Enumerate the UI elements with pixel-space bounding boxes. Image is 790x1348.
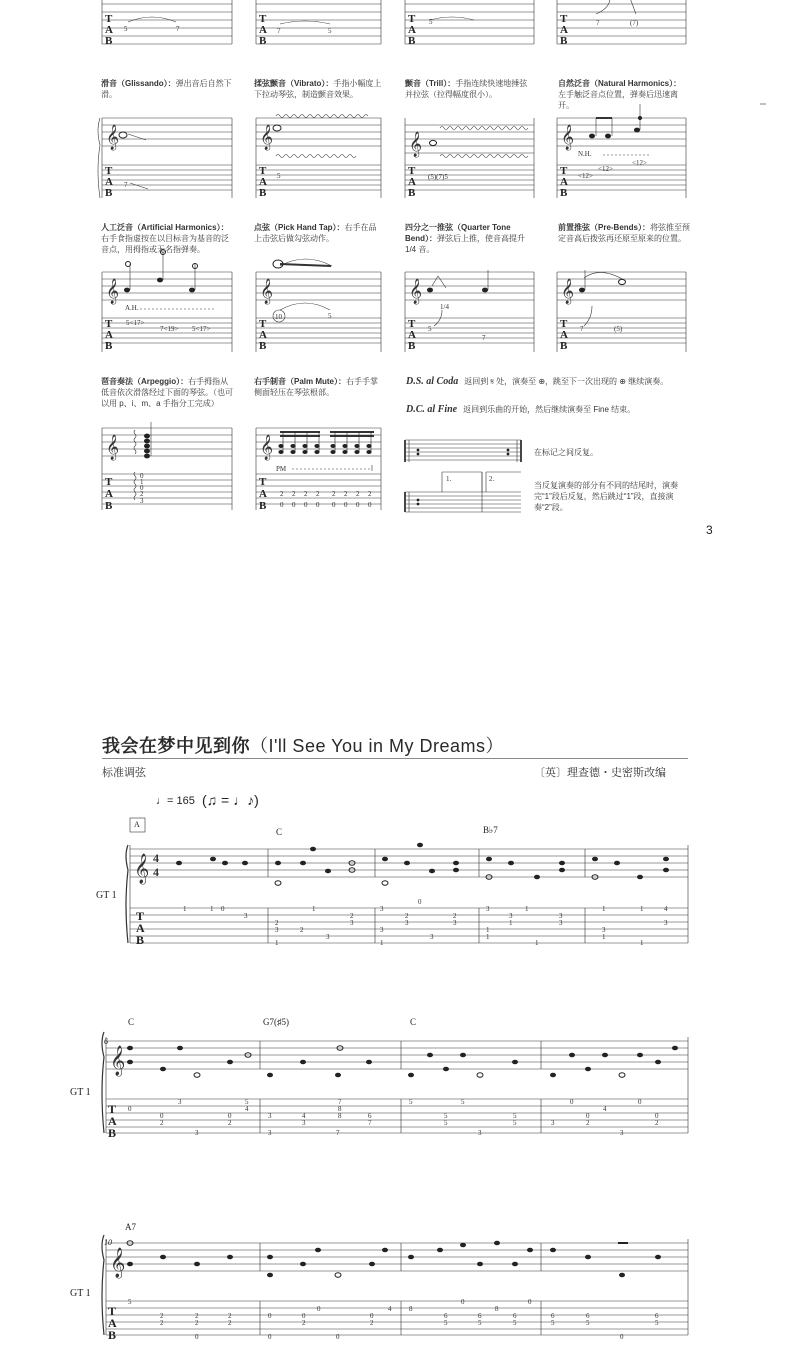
svg-text:2: 2 xyxy=(300,926,304,934)
svg-text:0: 0 xyxy=(292,501,296,509)
technique-desc: 右手在品上击弦后做勾弦动作。 xyxy=(254,223,377,243)
technique-name: 四分之一推弦（Quarter Tone Bend）： xyxy=(405,223,511,243)
svg-text:T: T xyxy=(408,318,416,330)
svg-text:0: 0 xyxy=(160,1112,164,1120)
svg-text:3: 3 xyxy=(509,912,513,920)
svg-text:1: 1 xyxy=(210,905,214,913)
svg-text:1: 1 xyxy=(525,905,529,913)
arranger: 〔英〕理查德・史密斯改编 xyxy=(534,767,666,779)
ds-al-coda xyxy=(406,376,696,387)
svg-text:3: 3 xyxy=(275,926,279,934)
svg-text:A: A xyxy=(560,24,568,36)
chord-symbol: G7(♯5) xyxy=(263,1017,289,1027)
technique-name: 前置推弦（Pre-Bends）： xyxy=(558,223,651,232)
technique-desc: 手指小幅度上下拉动琴弦，制造颤音效果。 xyxy=(254,79,382,99)
svg-text:5: 5 xyxy=(328,27,332,35)
svg-text:A: A xyxy=(105,329,113,341)
svg-text:B: B xyxy=(259,187,267,199)
svg-text:3: 3 xyxy=(551,1119,555,1127)
svg-text:0: 0 xyxy=(356,501,360,509)
svg-text:PM: PM xyxy=(276,465,287,473)
svg-text:3: 3 xyxy=(178,1098,182,1106)
svg-text:2: 2 xyxy=(280,490,284,498)
svg-text:0: 0 xyxy=(638,1098,642,1106)
tuning: 标准调弦 xyxy=(102,767,146,779)
svg-text:0: 0 xyxy=(586,1112,590,1120)
svg-text:0: 0 xyxy=(268,1333,272,1341)
svg-text:T: T xyxy=(259,165,267,177)
repeat-desc: 在标记之间反复。 xyxy=(534,448,598,457)
svg-text:6: 6 xyxy=(368,1112,372,1120)
svg-text:0: 0 xyxy=(461,1298,465,1306)
svg-text:T: T xyxy=(105,476,113,488)
svg-text:4: 4 xyxy=(302,1112,306,1120)
svg-text:2: 2 xyxy=(228,1312,232,1320)
svg-text:6: 6 xyxy=(586,1312,590,1320)
technique-desc: 将弦推至预定音高后拨弦再还原至原来的位置。 xyxy=(558,223,691,243)
svg-text:B: B xyxy=(108,1126,117,1140)
svg-text:1: 1 xyxy=(602,905,606,913)
svg-text:4: 4 xyxy=(664,905,668,913)
technique-name: 点弦（Pick Hand Tap）： xyxy=(254,223,345,232)
svg-text:4: 4 xyxy=(603,1105,607,1113)
svg-text:2: 2 xyxy=(332,490,336,498)
svg-text:0: 0 xyxy=(368,501,372,509)
svg-text:4: 4 xyxy=(245,1105,249,1113)
svg-text:2: 2 xyxy=(275,919,279,927)
svg-text:7: 7 xyxy=(176,25,180,33)
treble-clef-icon: 𝄞 xyxy=(260,434,274,459)
svg-text:5: 5 xyxy=(444,1119,448,1127)
svg-text:1: 1 xyxy=(312,905,316,913)
svg-text:A: A xyxy=(108,1114,117,1128)
svg-text:2: 2 xyxy=(140,490,144,498)
svg-text:7: 7 xyxy=(580,325,584,333)
svg-text:5: 5 xyxy=(428,325,432,333)
svg-text:A: A xyxy=(259,24,267,36)
technique-name: 滑音（Glissando）： xyxy=(101,79,176,88)
technique-arpeggio xyxy=(101,376,233,409)
svg-text:A: A xyxy=(136,921,145,935)
svg-text:0: 0 xyxy=(221,905,225,913)
svg-text:A.H.: A.H. xyxy=(125,304,139,312)
svg-text:3: 3 xyxy=(405,919,409,927)
svg-text:5: 5 xyxy=(444,1112,448,1120)
svg-text:2: 2 xyxy=(405,912,409,920)
technique-quarter-tone-bend xyxy=(405,222,537,255)
svg-text:7: 7 xyxy=(482,334,486,342)
svg-text:B: B xyxy=(105,340,113,352)
svg-text:0: 0 xyxy=(140,484,144,492)
svg-text:2: 2 xyxy=(370,1319,374,1327)
svg-text:5: 5 xyxy=(124,25,128,33)
svg-text:T: T xyxy=(259,13,267,25)
pm-fret-row-top xyxy=(280,490,372,498)
svg-text:T: T xyxy=(108,1304,117,1318)
score-tab-frets xyxy=(0,815,790,1348)
technique-name: 揉弦颤音（Vibrato）： xyxy=(254,79,334,88)
svg-text:7: 7 xyxy=(124,181,128,189)
svg-text:5<17>: 5<17> xyxy=(126,319,145,327)
ds-label: D.S. al Coda xyxy=(406,376,459,387)
svg-text:7<19>: 7<19> xyxy=(160,325,179,333)
svg-text:3: 3 xyxy=(430,933,434,941)
svg-text:3: 3 xyxy=(140,497,144,505)
treble-clef-icon: 𝄞 xyxy=(409,278,423,303)
svg-text:1: 1 xyxy=(486,933,490,941)
svg-text:0: 0 xyxy=(332,501,336,509)
dc-label: D.C. al Fine xyxy=(406,404,458,415)
svg-text:0: 0 xyxy=(228,1112,232,1120)
svg-text:2: 2 xyxy=(160,1312,164,1320)
svg-text:7: 7 xyxy=(338,1098,342,1106)
svg-text:5: 5 xyxy=(128,1298,132,1306)
svg-text:8: 8 xyxy=(409,1305,413,1313)
svg-text:0: 0 xyxy=(370,1312,374,1320)
svg-text:3: 3 xyxy=(195,1129,199,1137)
svg-text:A: A xyxy=(259,488,267,500)
svg-text:3: 3 xyxy=(380,905,384,913)
svg-text:B: B xyxy=(259,500,267,512)
svg-text:0: 0 xyxy=(195,1333,199,1341)
technique-name: 颤音（Trill）： xyxy=(405,79,456,88)
svg-text:T: T xyxy=(560,165,568,177)
svg-text:<12>: <12> xyxy=(578,172,593,180)
svg-text:0: 0 xyxy=(302,1312,306,1320)
svg-text:3: 3 xyxy=(486,905,490,913)
svg-text:3: 3 xyxy=(559,912,563,920)
svg-text:2: 2 xyxy=(316,490,320,498)
svg-text:B: B xyxy=(108,1328,117,1342)
svg-text:T: T xyxy=(105,318,113,330)
technique-palm-mute xyxy=(254,376,384,398)
svg-text:8: 8 xyxy=(495,1305,499,1313)
svg-text:2: 2 xyxy=(302,1319,306,1327)
svg-text:3: 3 xyxy=(620,1129,624,1137)
svg-text:6: 6 xyxy=(551,1312,555,1320)
svg-text:B: B xyxy=(560,35,568,47)
track-label: GT 1 xyxy=(70,1087,91,1098)
svg-text:T: T xyxy=(408,165,416,177)
dc-al-fine xyxy=(406,404,696,415)
svg-text:B: B xyxy=(105,500,113,512)
svg-text:(7): (7) xyxy=(630,19,639,27)
treble-clef-icon: 𝄞 xyxy=(106,124,120,149)
svg-text:5: 5 xyxy=(513,1319,517,1327)
ending-desc: 当反复演奏的部分有不同的结尾时，演奏完“1”段后反复，然后跳过“1”段，直接演奏“2”段。 xyxy=(534,481,678,512)
svg-text:5: 5 xyxy=(586,1319,590,1327)
technique-desc: 左手触泛音点位置，弹奏后迅速离开。 xyxy=(558,90,678,110)
svg-text:0: 0 xyxy=(336,1333,340,1341)
svg-text:1: 1 xyxy=(509,919,513,927)
chord-symbol: B♭7 xyxy=(483,825,498,835)
svg-text:(5)(7)5: (5)(7)5 xyxy=(428,173,448,181)
svg-text:6: 6 xyxy=(655,1312,659,1320)
svg-text:2: 2 xyxy=(228,1319,232,1327)
row1-staves xyxy=(98,104,686,198)
svg-text:5: 5 xyxy=(277,172,281,180)
svg-text:<12>: <12> xyxy=(598,165,613,173)
treble-clef-icon: 𝄞 xyxy=(110,1046,126,1075)
technique-pre-bends xyxy=(558,222,690,244)
svg-text:5<17>: 5<17> xyxy=(192,325,211,333)
song-title-subtitle: （I'll See You in My Dreams） xyxy=(250,736,505,756)
svg-text:5: 5 xyxy=(655,1319,659,1327)
svg-text:0: 0 xyxy=(140,472,144,480)
svg-text:3: 3 xyxy=(268,1129,272,1137)
svg-text:6: 6 xyxy=(513,1312,517,1320)
rehearsal-mark: A xyxy=(134,820,140,829)
svg-text:B: B xyxy=(259,35,267,47)
svg-text:5: 5 xyxy=(429,18,433,26)
svg-text:T: T xyxy=(259,476,267,488)
page-number: 3 xyxy=(706,523,713,537)
svg-text:3: 3 xyxy=(453,919,457,927)
svg-text:1/4: 1/4 xyxy=(440,303,449,311)
svg-text:6: 6 xyxy=(444,1312,448,1320)
song-title-main: 我会在梦中见到你 xyxy=(102,736,250,756)
svg-text:2: 2 xyxy=(453,912,457,920)
svg-text:T: T xyxy=(560,13,568,25)
svg-text:T: T xyxy=(105,165,113,177)
svg-text:(5): (5) xyxy=(614,325,623,333)
technique-name: 琶音奏法（Arpeggio）： xyxy=(101,377,189,386)
chord-symbol: C xyxy=(128,1017,135,1027)
technique-name: 右手制音（Palm Mute）： xyxy=(254,377,347,386)
title-rule xyxy=(102,758,688,759)
svg-text:2: 2 xyxy=(344,490,348,498)
svg-text:A: A xyxy=(105,176,113,188)
svg-text:B: B xyxy=(560,340,568,352)
svg-text:0: 0 xyxy=(317,1305,321,1313)
svg-text:7: 7 xyxy=(596,19,600,27)
svg-text:4: 4 xyxy=(153,851,159,865)
svg-text:1: 1 xyxy=(486,926,490,934)
svg-text:7: 7 xyxy=(368,1119,372,1127)
chord-symbol: C xyxy=(276,827,283,837)
tempo-marking: ♩= 165 xyxy=(156,795,195,807)
svg-text:A: A xyxy=(408,24,416,36)
treble-clef-icon: 𝄞 xyxy=(106,278,120,303)
svg-text:1: 1 xyxy=(640,939,644,947)
svg-text:10: 10 xyxy=(275,313,282,321)
svg-text:2: 2 xyxy=(228,1119,232,1127)
svg-text:3: 3 xyxy=(302,1119,306,1127)
song-title xyxy=(102,732,504,758)
svg-text:2: 2 xyxy=(368,490,372,498)
svg-text:1: 1 xyxy=(183,905,187,913)
svg-text:0: 0 xyxy=(620,1333,624,1341)
technique-desc: 弹弦后上推，使音高提升 1/4 音。 xyxy=(405,234,525,254)
svg-text:2: 2 xyxy=(160,1119,164,1127)
svg-text:4: 4 xyxy=(388,1305,392,1313)
svg-text:B: B xyxy=(408,35,416,47)
svg-text:2: 2 xyxy=(350,912,354,920)
svg-text:1: 1 xyxy=(602,933,606,941)
svg-text:5: 5 xyxy=(551,1319,555,1327)
svg-text:0: 0 xyxy=(280,501,284,509)
svg-text:5: 5 xyxy=(444,1319,448,1327)
svg-text:2: 2 xyxy=(304,490,308,498)
svg-text:A: A xyxy=(259,176,267,188)
svg-text:2: 2 xyxy=(160,1319,164,1327)
svg-text:B: B xyxy=(259,340,267,352)
technique-natural-harmonics xyxy=(558,78,688,111)
svg-text:2: 2 xyxy=(195,1312,199,1320)
svg-text:2.: 2. xyxy=(489,475,495,483)
svg-text:A: A xyxy=(259,329,267,341)
svg-text:0: 0 xyxy=(418,898,422,906)
swing-feel-icon: (♫ = ♩♪) xyxy=(202,792,259,808)
svg-text:5: 5 xyxy=(478,1319,482,1327)
svg-text:<12>: <12> xyxy=(632,159,647,167)
svg-text:0: 0 xyxy=(570,1098,574,1106)
row2-staves xyxy=(102,250,686,352)
svg-text:A: A xyxy=(408,176,416,188)
svg-text:T: T xyxy=(408,13,416,25)
technique-name: 自然泛音（Natural Harmonics）： xyxy=(558,79,682,88)
svg-text:3: 3 xyxy=(350,919,354,927)
svg-text:B: B xyxy=(105,35,113,47)
svg-text:0: 0 xyxy=(304,501,308,509)
svg-text:2: 2 xyxy=(195,1319,199,1327)
svg-text:1.: 1. xyxy=(446,475,452,483)
svg-text:B: B xyxy=(408,187,416,199)
svg-text:B: B xyxy=(105,187,113,199)
svg-text:A: A xyxy=(105,24,113,36)
svg-text:6: 6 xyxy=(478,1312,482,1320)
svg-text:5: 5 xyxy=(513,1119,517,1127)
track-label: GT 1 xyxy=(96,890,117,901)
svg-text:5: 5 xyxy=(328,312,332,320)
svg-text:5: 5 xyxy=(245,1098,249,1106)
svg-text:4: 4 xyxy=(153,865,159,879)
svg-text:3: 3 xyxy=(244,912,248,920)
technique-pick-hand-tap xyxy=(254,222,384,244)
ds-desc: 返回到 𝄋 处，演奏至 ⊕，跳至下一次出现的 ⊕ 继续演奏。 xyxy=(464,377,669,386)
svg-text:8: 8 xyxy=(338,1105,342,1113)
treble-clef-icon: 𝄞 xyxy=(409,131,423,156)
svg-text:0: 0 xyxy=(128,1105,132,1113)
treble-clef-icon: 𝄞 xyxy=(134,854,150,883)
svg-text:1: 1 xyxy=(640,905,644,913)
svg-text:0: 0 xyxy=(655,1112,659,1120)
svg-text:5: 5 xyxy=(513,1112,517,1120)
svg-text:A: A xyxy=(105,488,113,500)
treble-clef-icon: 𝄞 xyxy=(260,124,274,149)
technique-artificial-harmonics xyxy=(101,222,233,255)
svg-text:1: 1 xyxy=(380,939,384,947)
svg-text:B: B xyxy=(408,340,416,352)
svg-text:5: 5 xyxy=(409,1098,413,1106)
technique-desc: 手指连续快速地捶弦并拉弦（拉得幅度很小）。 xyxy=(405,79,528,99)
treble-clef-icon: 𝄞 xyxy=(106,434,120,459)
technique-desc: 右手拇指从低音依次滑落经过下面的琴弦。（也可以用 p、i、m、a 手指分工完成） xyxy=(101,377,233,408)
svg-text:8: 8 xyxy=(338,1112,342,1120)
svg-text:3: 3 xyxy=(326,933,330,941)
technique-desc: 弹出音后自然下滑。 xyxy=(101,79,232,99)
treble-clef-icon: 𝄞 xyxy=(110,1248,126,1277)
measure-number: 10 xyxy=(104,1238,112,1247)
chord-symbol: C xyxy=(410,1017,417,1027)
treble-clef-icon: 𝄞 xyxy=(260,278,274,303)
technique-vibrato xyxy=(254,78,384,100)
svg-text:7: 7 xyxy=(277,27,281,35)
svg-text:2: 2 xyxy=(586,1119,590,1127)
dc-desc: 返回到乐曲的开始，然后继续演奏至 Fine 结束。 xyxy=(463,405,636,414)
svg-text:0: 0 xyxy=(528,1298,532,1306)
svg-text:3: 3 xyxy=(559,919,563,927)
svg-text:3: 3 xyxy=(478,1129,482,1137)
svg-text:0: 0 xyxy=(316,501,320,509)
chord-symbol: A7 xyxy=(125,1222,136,1232)
svg-text:3: 3 xyxy=(268,1112,272,1120)
treble-clef-icon: 𝄞 xyxy=(561,124,575,149)
svg-text:B: B xyxy=(560,187,568,199)
svg-text:7: 7 xyxy=(336,1129,340,1137)
svg-text:B: B xyxy=(136,933,145,947)
svg-text:0: 0 xyxy=(268,1312,272,1320)
svg-text:A: A xyxy=(408,329,416,341)
svg-text:A: A xyxy=(560,176,568,188)
row3-staves xyxy=(102,422,521,512)
svg-text:3: 3 xyxy=(602,926,606,934)
svg-text:T: T xyxy=(560,318,568,330)
measure-number: 6 xyxy=(104,1037,108,1046)
svg-text:N.H.: N.H. xyxy=(578,150,592,158)
svg-text:T: T xyxy=(259,318,267,330)
technique-name: 人工泛音（Artificial Harmonics）： xyxy=(101,223,229,232)
svg-text:A: A xyxy=(108,1316,117,1330)
technique-glissando xyxy=(101,78,233,100)
treble-clef-icon: 𝄞 xyxy=(561,278,575,303)
technique-desc: 右手食指虚按在以目标音为基音的泛音点，用拇指或无名指弹奏。 xyxy=(101,234,229,254)
svg-text:2: 2 xyxy=(292,490,296,498)
svg-text:2: 2 xyxy=(655,1119,659,1127)
pm-fret-row-bottom xyxy=(280,501,372,509)
technique-trill xyxy=(405,78,535,100)
svg-text:5: 5 xyxy=(461,1098,465,1106)
svg-text:1: 1 xyxy=(140,478,144,486)
svg-text:3: 3 xyxy=(380,926,384,934)
svg-text:3: 3 xyxy=(664,919,668,927)
svg-text:1: 1 xyxy=(275,939,279,947)
svg-text:T: T xyxy=(105,13,113,25)
track-label: GT 1 xyxy=(70,1288,91,1299)
svg-text:0: 0 xyxy=(344,501,348,509)
svg-text:T: T xyxy=(108,1102,117,1116)
svg-text:T: T xyxy=(136,909,145,923)
svg-text:2: 2 xyxy=(356,490,360,498)
svg-text:A: A xyxy=(560,329,568,341)
svg-text:1: 1 xyxy=(535,939,539,947)
technique-desc: 右手手掌侧面轻压在琴弦根部。 xyxy=(254,377,379,397)
